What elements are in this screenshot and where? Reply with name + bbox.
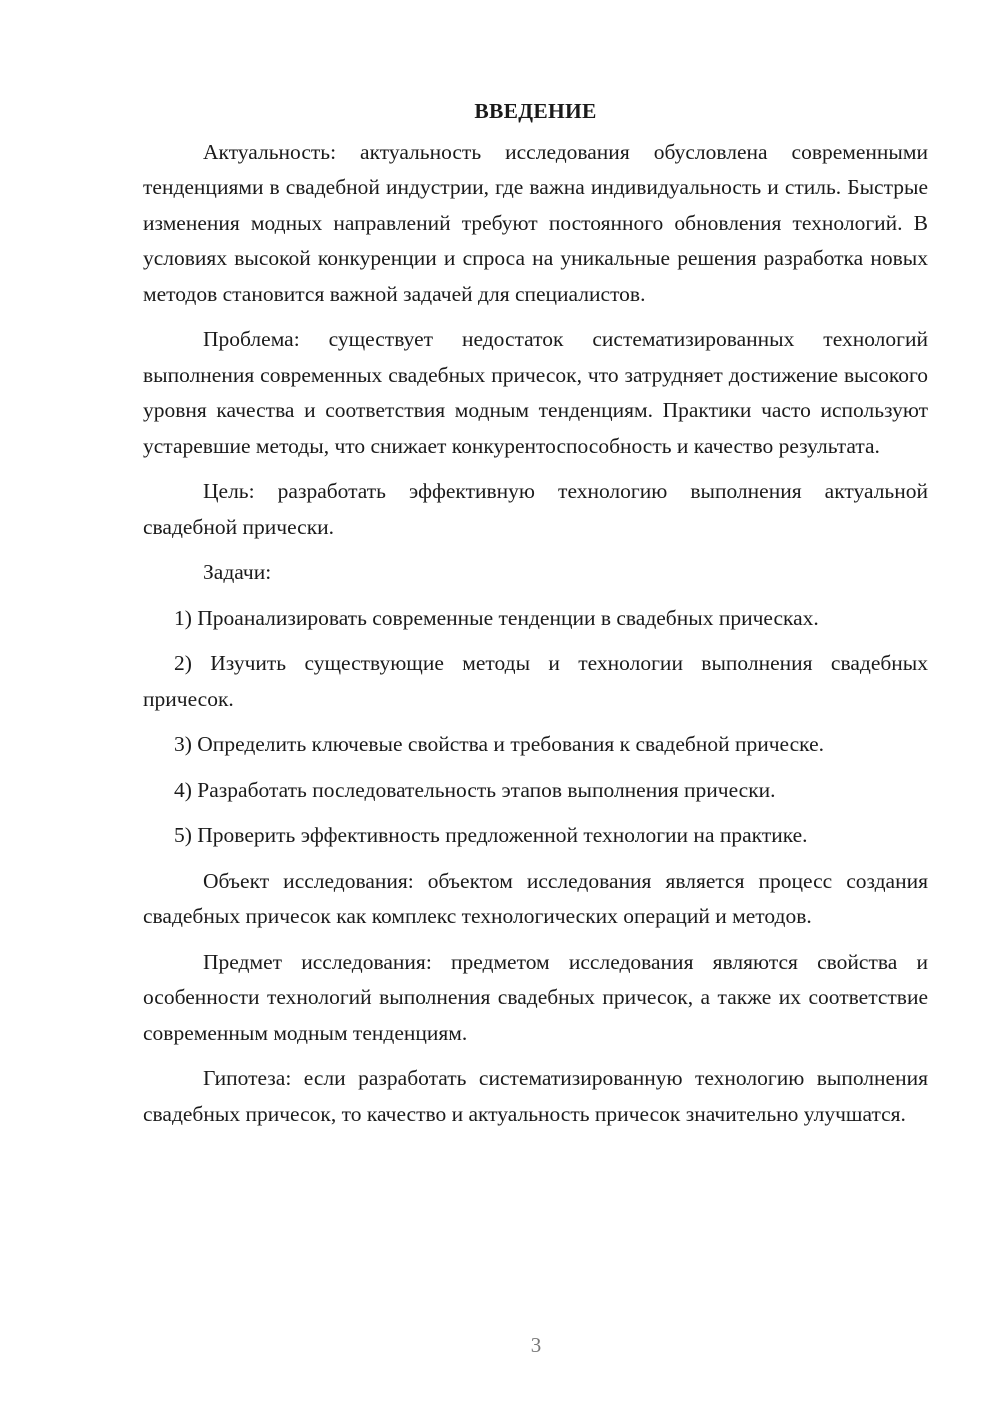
paragraph-relevance: Актуальность: актуальность исследования обусловлена современными тенденциями в свадебной индустрии, где важна индивидуальность и стиль. Быстрые изменения модных направлений требуют постоянного обновления технологий. В условиях высокой конкуренции и спроса на уникальные решения разработка новых методов становится важной задачей для специалистов. (143, 139, 928, 306)
paragraph-object: Объект исследования: объектом исследования является процесс создания свадебных причесок как комплекс технологических операций и методов. (143, 868, 928, 928)
task-item-1: 1) Проанализировать современные тенденции в свадебных прическах. (174, 605, 819, 630)
paragraph-subject: Предмет исследования: предметом исследования являются свойства и особенности технологий выполнения свадебных причесок, а также их соответствие современным модным тенденциям. (143, 949, 928, 1045)
page-number: 3 (530, 1333, 542, 1357)
paragraph-goal: Цель: разработать эффективную технологию выполнения актуальной свадебной прически. (143, 479, 928, 539)
page-content (143, 94, 928, 1142)
task-item-4: 4) Разработать последовательность этапов выполнения прически. (174, 777, 776, 802)
paragraph-problem: Проблема: существует недостаток систематизированных технологий выполнения современных свадебных причесок, что затрудняет достижение высокого уровня качества и соответствия модным тенденциям. Практики часто используют устаревшие методы, что снижает конкурентоспособность и качество результата. (143, 327, 928, 458)
paragraph-hypothesis: Гипотеза: если разработать систематизированную технологию выполнения свадебных причесок, то качество и актуальность причесок значительно улучшатся. (143, 1066, 928, 1126)
section-heading: ВВЕДЕНИЕ (474, 99, 597, 123)
task-item-3: 3) Определить ключевые свойства и требования к свадебной прическе. (174, 732, 824, 756)
tasks-label: Задачи: (203, 560, 272, 584)
task-item-2: 2) Изучить существующие методы и технологии выполнения свадебных причесок. (143, 651, 928, 711)
task-item-5: 5) Проверить эффективность предложенной технологии на практике. (174, 823, 808, 847)
